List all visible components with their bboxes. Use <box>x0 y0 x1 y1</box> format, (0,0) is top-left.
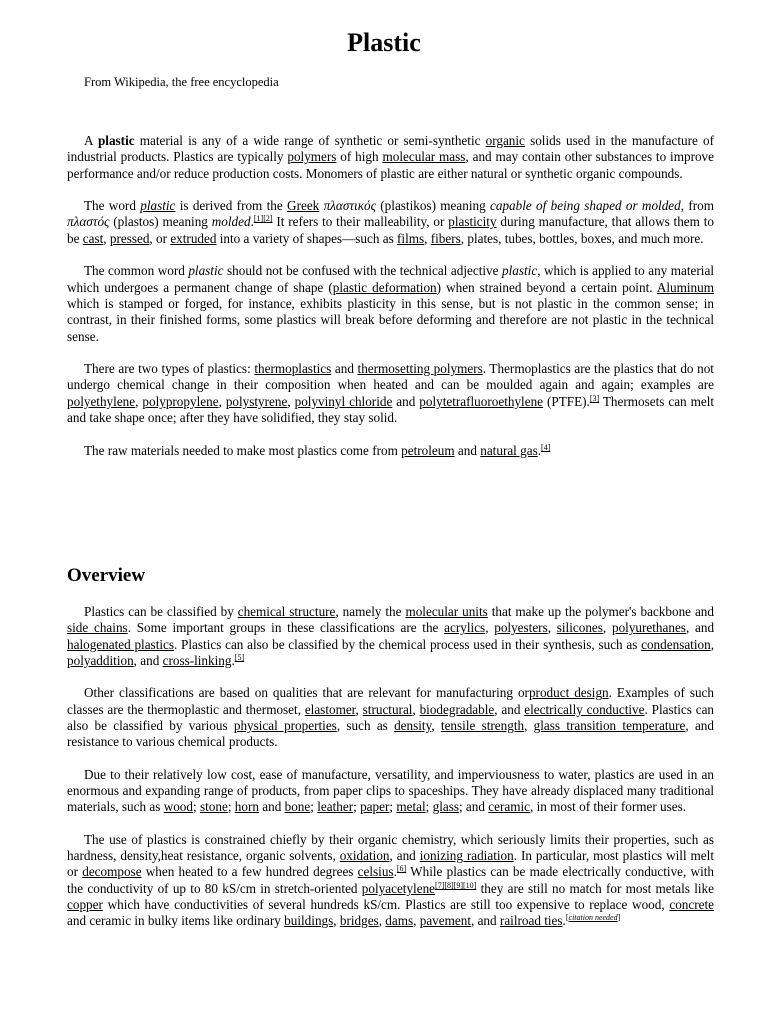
link-ionizing-radiation[interactable]: ionizing radiation <box>419 848 514 864</box>
link-fibers[interactable]: fibers <box>430 230 461 246</box>
link-copper[interactable]: copper <box>67 897 103 913</box>
link-acrylics[interactable]: acrylics <box>444 620 486 636</box>
link-glass[interactable]: glass <box>432 799 459 815</box>
citation-3[interactable]: [3] <box>589 393 600 403</box>
citation-2[interactable]: [2] <box>263 214 273 224</box>
link-silicones[interactable]: silicones <box>556 620 603 636</box>
link-polyurethanes[interactable]: polyurethanes <box>611 620 686 636</box>
overview-section <box>67 604 714 946</box>
link-oxidation[interactable]: oxidation <box>339 848 390 864</box>
citation-7[interactable]: [7] <box>435 880 445 890</box>
overview-paragraph-1: Plastics can be classified by chemical structure, namely the molecular units that make up the polymer's backbone and side chains. Some important groups in these classifications are the acrylics, polyesters, silicones, polyurethanes, and halogenated plastics. Plastics can also be classified by the chemical process used in their synthesis, such as condensation, polyaddition, and cross-linking.[5] <box>67 604 715 668</box>
intro-paragraph-4: There are two types of plastics: thermoplastics and thermosetting polymers. Thermoplastics are the plastics that do not undergo chemical change in their composition when heated and can be moulded again and again; examples are polyethylene, polypropylene, polystyrene, polyvinyl chloride and polytetrafluoroethylene (PTFE).[3] Thermosets can melt and take shape once; after they have solidified, they stay solid. <box>67 361 715 426</box>
link-cast[interactable]: cast <box>82 230 104 246</box>
link-railroad-ties[interactable]: railroad ties <box>499 913 563 929</box>
link-polymers[interactable]: polymers <box>287 149 337 165</box>
link-polypropylene[interactable]: polypropylene <box>142 393 219 409</box>
link-aluminum[interactable]: Aluminum <box>656 279 714 295</box>
link-greek[interactable]: Greek <box>287 198 320 214</box>
link-polytetrafluoroethylene[interactable]: polytetrafluoroethylene <box>419 393 544 409</box>
link-elastomer[interactable]: elastomer <box>304 701 356 717</box>
intro-paragraph-1: A plastic material is any of a wide range of synthetic or semi-synthetic organic solids used in the manufacture of industrial products. Plastics are typically polymers of high molecular mass, and may contain other substances to improve performance and/or reduce production costs. Monomers of plastic are either natural or synthetic organic compounds. <box>67 133 714 181</box>
citation-4[interactable]: [4] <box>541 442 551 452</box>
link-dams[interactable]: dams <box>385 913 414 929</box>
citation-8[interactable]: [8] <box>444 880 454 890</box>
link-molecular-units[interactable]: molecular units <box>405 604 488 619</box>
link-leather[interactable]: leather <box>317 799 354 815</box>
link-pavement[interactable]: pavement <box>419 913 471 929</box>
intro-section <box>67 133 714 475</box>
overview-paragraph-4: The use of plastics is constrained chiefly by their organic chemistry, which seriously limits their properties, such as hardness, density,heat resistance, organic solvents, oxidation, and ionizing radiation. In particular, most plastics will melt or decompose when heated to a few hundred degrees celsius.[6] While plastics can be made electrically conductive, with the conductivity of up to 80 kS/cm in stretch-oriented polyacetylene[7][8][9][10] they are still no match for most metals like copper which have conductivities of several hundreds kS/cm. Plastics are still too expensive to replace wood, concrete and ceramic in bulky items like ordinary buildings, bridges, dams, pavement, and railroad ties.[citation needed] <box>67 831 714 929</box>
link-halogenated-plastics[interactable]: halogenated plastics <box>67 636 175 652</box>
intro-paragraph-5: The raw materials needed to make most plastics come from petroleum and natural gas.[4] <box>84 442 551 458</box>
overview-paragraph-2: Other classifications are based on qualities that are relevant for manufacturing orproduct design. Examples of such classes are the thermoplastic and thermoset, elastomer, structural, biodegradable, and electrically conductive. Plastics can also be classified by various physical properties, such as density, tensile strength, glass transition temperature, and resistance to various chemical products. <box>67 685 715 750</box>
citation-5[interactable]: [5] <box>234 652 245 662</box>
link-ceramic[interactable]: ceramic <box>488 799 531 815</box>
link-polyvinyl-chloride[interactable]: polyvinyl chloride <box>294 393 393 409</box>
link-plastic[interactable]: plastic <box>140 198 176 214</box>
citation-needed[interactable]: citation needed <box>568 913 618 923</box>
link-cross-linking[interactable]: cross-linking <box>162 652 232 668</box>
link-chemical-structure[interactable]: chemical structure <box>237 604 336 619</box>
citation-9[interactable]: [9] <box>453 880 464 890</box>
link-glass-transition-temperature[interactable]: glass transition temperature <box>533 717 686 733</box>
link-celsius[interactable]: celsius <box>357 864 394 880</box>
link-polystyrene[interactable]: polystyrene <box>225 393 288 409</box>
link-polyesters[interactable]: polyesters <box>494 620 548 636</box>
link-thermosetting-polymers[interactable]: thermosetting polymers <box>357 361 483 377</box>
link-tensile-strength[interactable]: tensile strength <box>440 717 525 733</box>
link-thermoplastics[interactable]: thermoplastics <box>254 361 332 377</box>
link-decompose[interactable]: decompose <box>82 864 142 880</box>
citation-6[interactable]: [6] <box>396 864 407 874</box>
link-biodegradable[interactable]: biodegradable <box>419 701 495 717</box>
link-extruded[interactable]: extruded <box>170 230 217 246</box>
link-pressed[interactable]: pressed <box>109 230 150 246</box>
link-stone[interactable]: stone <box>199 799 228 815</box>
link-organic[interactable]: organic <box>485 133 525 148</box>
section-heading-overview: Overview <box>67 565 146 586</box>
link-petroleum[interactable]: petroleum <box>401 442 455 458</box>
link-paper[interactable]: paper <box>360 799 390 815</box>
link-metal[interactable]: metal <box>396 799 426 815</box>
link-physical-properties[interactable]: physical properties <box>233 717 337 733</box>
page-subtitle: From Wikipedia, the free encyclopedia <box>84 75 279 89</box>
link-bone[interactable]: bone <box>284 799 311 815</box>
link-plasticity[interactable]: plasticity <box>448 214 497 230</box>
intro-paragraph-3: The common word plastic should not be confused with the technical adjective plastic, which is applied to any material which undergoes a permanent change of shape (plastic deformation) when strained beyond a certain point. Aluminum which is stamped or forged, for instance, exhibits plasticity in this sense, but is not plastic in the common sense; in contrast, in their finished forms, some plastics will break before deforming and therefore are not plastic in the technical sense. <box>67 263 714 344</box>
citation-10[interactable]: [10] <box>463 880 477 890</box>
link-condensation[interactable]: condensation <box>641 636 711 652</box>
link-product-design[interactable]: product design <box>528 685 609 701</box>
link-films[interactable]: films <box>397 230 425 246</box>
link-horn[interactable]: horn <box>234 799 259 815</box>
link-electrically-conductive[interactable]: electrically conductive <box>524 701 645 717</box>
link-concrete[interactable]: concrete <box>669 897 714 913</box>
link-density[interactable]: density <box>394 717 432 733</box>
link-buildings[interactable]: buildings <box>284 913 334 929</box>
link-natural-gas[interactable]: natural gas <box>480 442 538 458</box>
link-side-chains[interactable]: side chains <box>67 620 128 636</box>
link-polyacetylene[interactable]: polyacetylene <box>361 880 436 896</box>
link-polyaddition[interactable]: polyaddition <box>67 652 134 668</box>
link-structural[interactable]: structural <box>362 701 413 717</box>
link-bridges[interactable]: bridges <box>339 913 379 929</box>
citation-1[interactable]: [1] <box>253 214 264 224</box>
link-molecular-mass[interactable]: molecular mass <box>382 149 466 165</box>
bold-term-plastic: plastic <box>97 133 135 148</box>
link-wood[interactable]: wood <box>163 799 193 815</box>
overview-paragraph-3: Due to their relatively low cost, ease of manufacture, versatility, and imperviousness to water, plastics are used in an enormous and expanding range of products, from paper clips to spaceships. They have already displaced many traditional materials, such as wood; stone; horn and bone; leather; paper; metal; glass; and ceramic, in most of their former uses. <box>67 766 714 815</box>
link-polyethylene[interactable]: polyethylene <box>67 393 136 409</box>
intro-paragraph-2: The word plastic is derived from the Greek πλαστικός (plastikos) meaning capable of being shaped or molded, from πλαστός (plastos) meaning molded.[1][2] It refers to their malleability, or plasticity during manufacture, that allows them to be cast, pressed, or extruded into a variety of shapes—such as films, fibers, plates, tubes, bottles, boxes, and much more. <box>67 198 715 246</box>
link-plastic-deformation[interactable]: plastic deformation <box>332 279 437 295</box>
page-title: Plastic <box>347 28 421 57</box>
